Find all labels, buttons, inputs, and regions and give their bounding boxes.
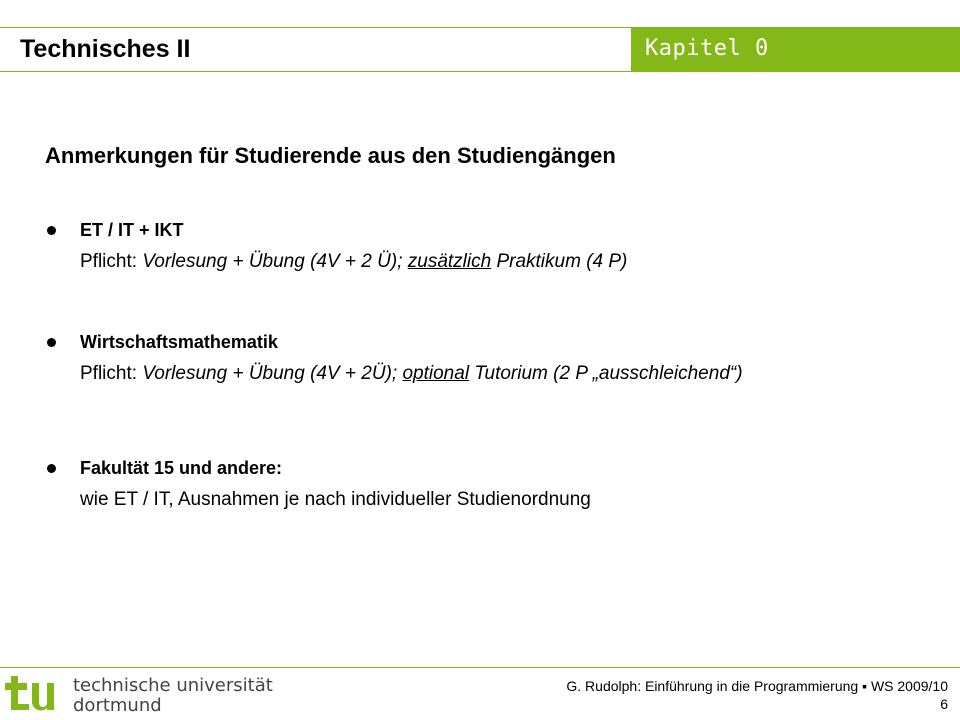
tu-logo-icon (5, 674, 63, 716)
list-item-title: Fakultät 15 und andere: (80, 458, 283, 478)
footer-credit: G. Rudolph: Einführung in die Programmierung ▪ WS 2009/10 (566, 678, 948, 694)
content-heading: Anmerkungen für Studierende aus den Studiengängen (45, 143, 616, 168)
list-item-text (80, 360, 743, 388)
line-part: Praktikum (4 P) (491, 251, 628, 272)
bullet-icon (45, 216, 57, 228)
line-highlight: optional (402, 363, 470, 384)
line-prefix: Pflicht: (80, 251, 143, 272)
list-item-title: Wirtschaftsmathematik (80, 332, 278, 352)
footer-divider (0, 667, 960, 668)
bullet-icon (45, 328, 57, 340)
line-part: Vorlesung + Übung (4V + 2Ü); (142, 363, 403, 384)
slide-title: Technisches II (20, 35, 191, 63)
slide-header (0, 0, 960, 72)
chapter-label: Kapitel 0 (645, 36, 769, 61)
page-number: 6 (940, 696, 948, 712)
university-name (73, 676, 273, 716)
list-item-text: wie ET / IT, Ausnahmen je nach individueller Studienordnung (80, 489, 591, 510)
line-part: Vorlesung + Übung (4V + 2 Ü); (142, 251, 408, 272)
list-item-title: ET / IT + IKT (80, 220, 184, 240)
list-item-text (80, 248, 627, 276)
university-name-line1: technische universität (73, 675, 273, 696)
line-part: Tutorium (2 P „ausschleichend“) (469, 363, 743, 384)
bullet-icon (45, 454, 57, 466)
university-name-line2: dortmund (73, 695, 162, 716)
line-highlight: zusätzlich (407, 251, 492, 272)
line-prefix: Pflicht: (80, 363, 143, 384)
